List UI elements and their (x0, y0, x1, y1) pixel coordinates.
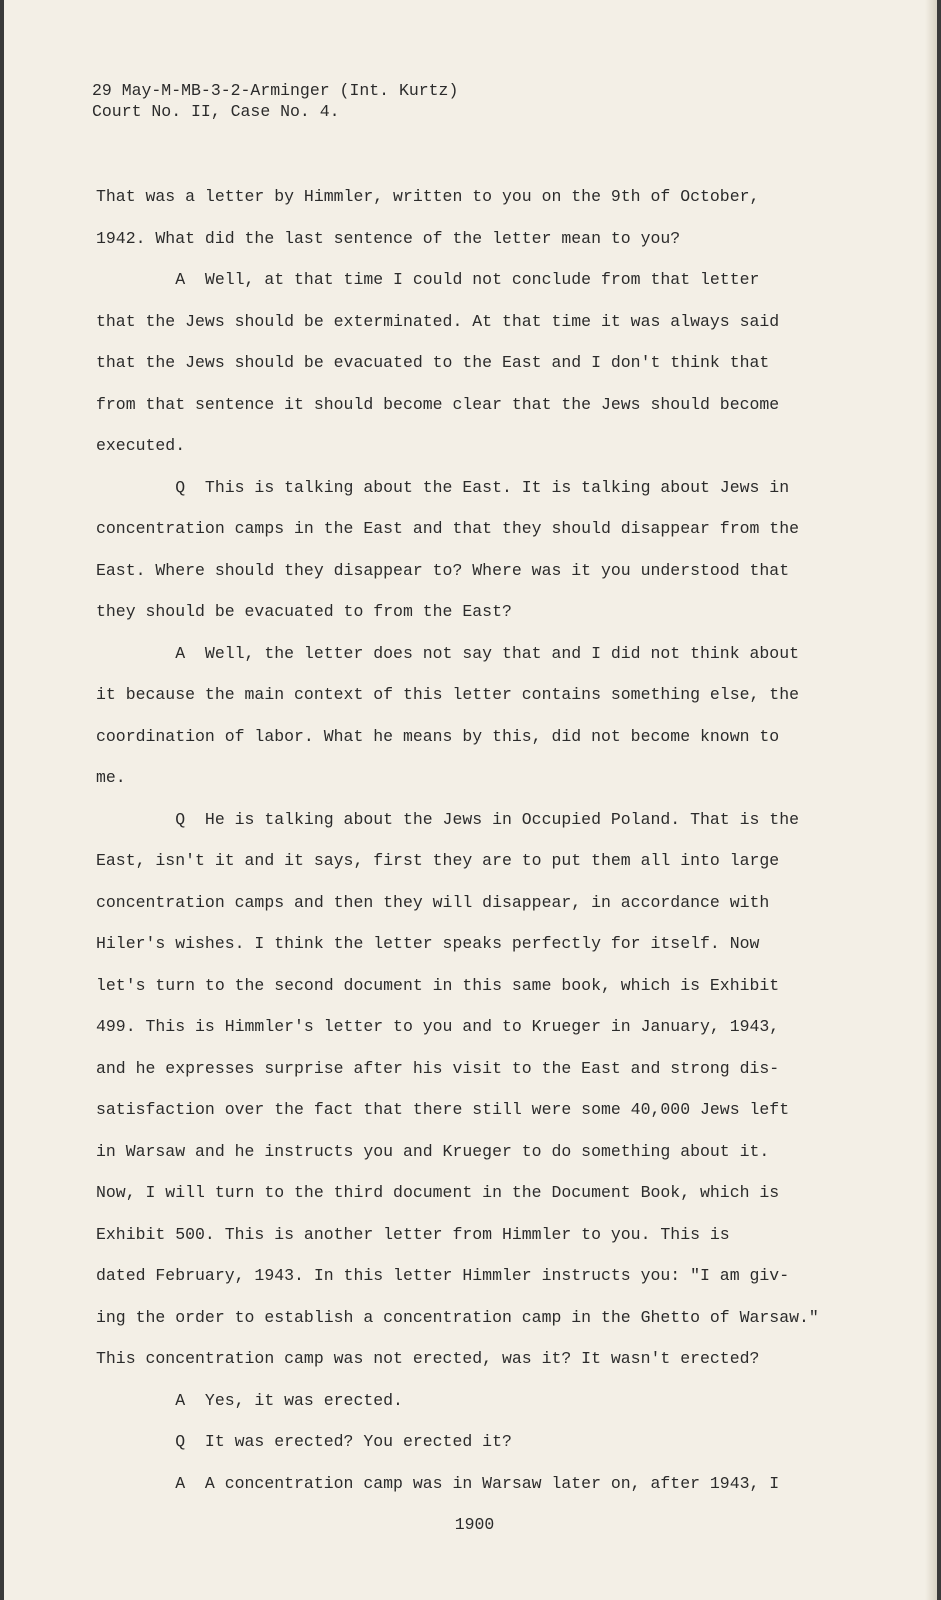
transcript-line: 499. This is Himmler's letter to you and to Krueger in January, 1943, (96, 1017, 780, 1036)
transcript-line: from that sentence it should become clear that the Jews should become (96, 394, 780, 414)
transcript-line: A Yes, it was erected. (96, 1390, 403, 1410)
transcript-line: me. (96, 768, 126, 787)
transcript-line: concentration camps in the East and that they should disappear from the (96, 519, 800, 538)
transcript-line: Q This is talking about the East. It is talking about Jews in (96, 477, 790, 497)
page-number: 1900 (454, 1515, 495, 1534)
transcript-line: in Warsaw and he instructs you and Krueger to do something about it. (96, 1141, 770, 1161)
document-header (92, 80, 458, 122)
transcript-line: concentration camps and then they will disappear, in accordance with (96, 892, 770, 912)
header-session-line: 29 May-M-MB-3-2-Arminger (Int. Kurtz) (92, 81, 459, 100)
transcript-line: That was a letter by Himmler, written to you on the 9th of October, (96, 187, 760, 206)
transcript-line: that the Jews should be exterminated. At that time it was always said (96, 311, 780, 331)
transcript-line: executed. (96, 436, 186, 455)
transcript-line: 1942. What did the last sentence of the letter mean to you? (96, 228, 681, 248)
header-court-line: Court No. II, Case No. 4. (92, 102, 340, 121)
transcript-line: Q It was erected? You erected it? (96, 1432, 512, 1451)
transcript-line: East, isn't it and it says, first they are to put them all into large (96, 851, 780, 870)
transcript-line: This concentration camp was not erected, was it? It wasn't erected? (96, 1349, 760, 1368)
transcript-line: A Well, at that time I could not conclude from that letter (96, 270, 760, 289)
transcript-line: ing the order to establish a concentration camp in the Ghetto of Warsaw." (96, 1307, 819, 1327)
transcript-line: dated February, 1943. In this letter Himmler instructs you: "I am giv- (96, 1266, 790, 1285)
transcript-line: satisfaction over the fact that there still were some 40,000 Jews left (96, 1100, 790, 1119)
transcript-line: it because the main context of this letter contains something else, the (96, 685, 800, 704)
document-page (4, 0, 937, 1600)
transcript-line: Exhibit 500. This is another letter from Himmler to you. This is (96, 1224, 730, 1244)
transcript-line: Q He is talking about the Jews in Occupied Poland. That is the (96, 809, 800, 829)
transcript-body (96, 176, 836, 1504)
transcript-line: A Well, the letter does not say that and I did not think about (96, 643, 800, 663)
transcript-line: that the Jews should be evacuated to the East and I don't think that (96, 353, 770, 372)
transcript-line: Hiler's wishes. I think the letter speaks perfectly for itself. Now (96, 934, 760, 953)
transcript-line: Now, I will turn to the third document in the Document Book, which is (96, 1183, 780, 1202)
transcript-line: they should be evacuated to from the East? (96, 602, 512, 621)
transcript-line: A A concentration camp was in Warsaw later on, after 1943, I (96, 1473, 780, 1493)
transcript-line: coordination of labor. What he means by this, did not become known to (96, 726, 780, 746)
transcript-line: and he expresses surprise after his visit to the East and strong dis- (96, 1058, 780, 1078)
transcript-line: East. Where should they disappear to? Where was it you understood that (96, 560, 790, 580)
transcript-line: let's turn to the second document in this same book, which is Exhibit (96, 975, 780, 995)
